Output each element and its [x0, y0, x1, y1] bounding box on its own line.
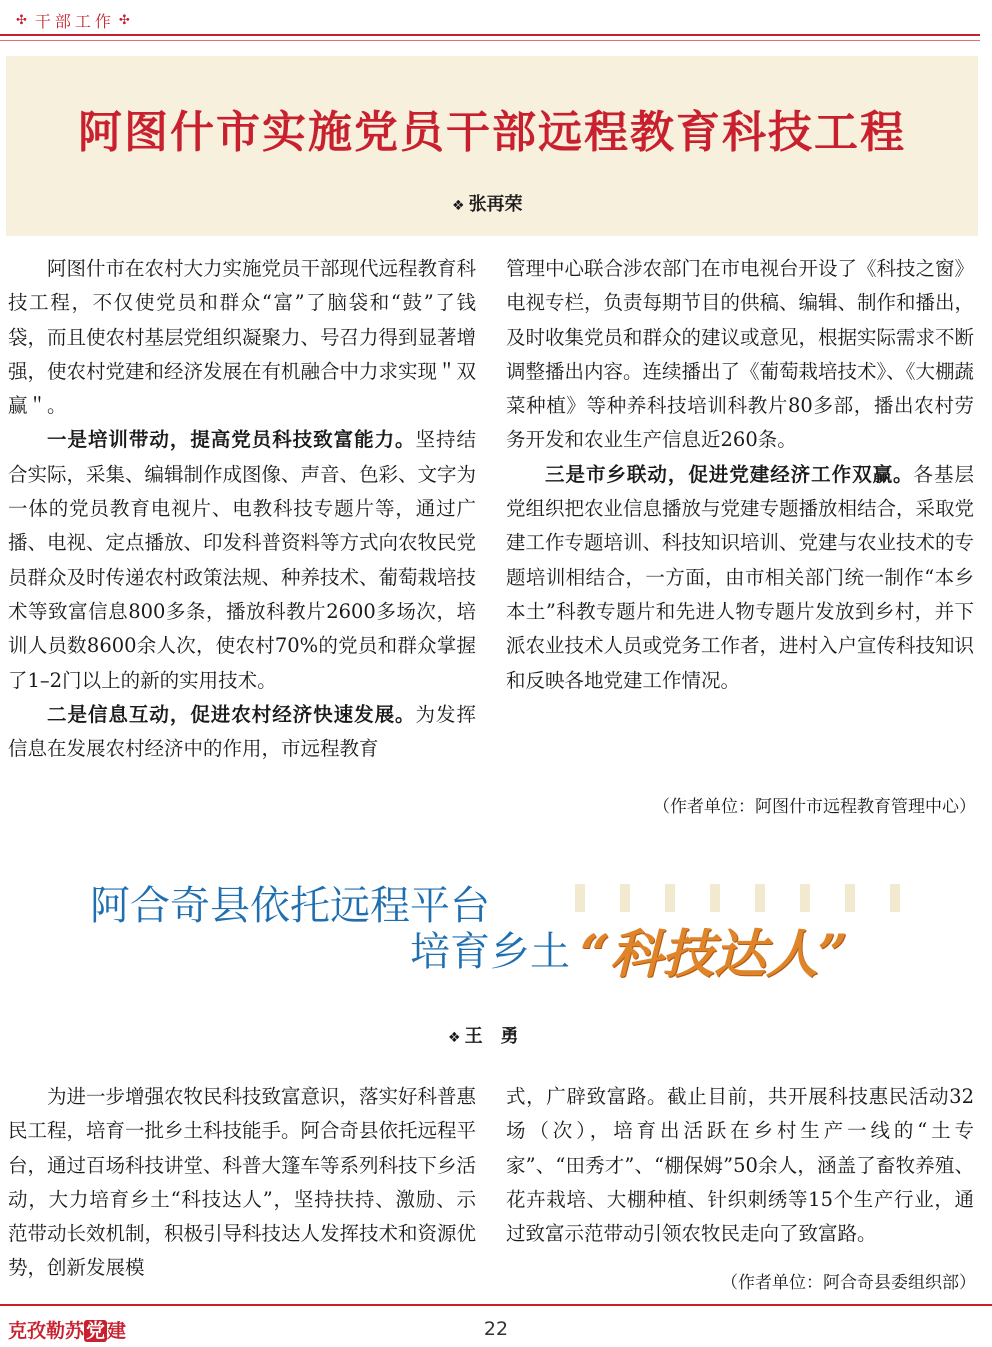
- paragraph-lead: 三是市乡联动，促进党建经济工作双赢。: [545, 462, 914, 486]
- article2-column-left: [8, 1080, 476, 1286]
- diamond-ornament-icon: ✣: [16, 12, 31, 28]
- page-number: 22: [483, 1318, 509, 1340]
- decor-bar: [800, 884, 810, 912]
- paragraph: 二是信息互动，促进农村经济快速发展。为发挥信息在发展农村经济中的作用，市远程教育: [8, 702, 476, 761]
- decor-bar: [845, 884, 855, 912]
- article1-author: 张再荣: [468, 194, 523, 215]
- decor-bar: [890, 884, 900, 912]
- decor-bar: [710, 884, 720, 912]
- paragraph: 为进一步增强农牧民科技致富意识，落实好科普惠民工程，培育一批乡土科技能手。阿合奇县依托远程平台，通过百场科技讲堂、科普大篷车等系列科技下乡活动，大力培育乡土“科技达人”，坚持扶持、激励、示范带动长效机制，积极引导科技达人发挥技术和资源优势，创新发展模: [8, 1085, 477, 1280]
- paragraph: 管理中心联合涉农部门在市电视台开设了《科技之窗》电视专栏，负责每期节目的供稿、编辑、制作和播出，及时收集党员和群众的建议或意见，根据实际需求不断调整播出内容。连续播出了《葡萄栽培技术》、《大棚蔬菜种植》等种养科技培训科教片80多部，播出农村劳务开发和农业生产信息近260条。: [506, 257, 975, 452]
- paragraph-lead: 一是培训带动，提高党员科技致富能力。: [47, 428, 416, 452]
- paragraph: 式，广辟致富路。截止目前，共开展科技惠民活动32场（次），培育出活跃在乡村生产一线的“土专家”、“田秀才”、“棚保姆”50余人，涵盖了畜牧养殖、花卉栽培、大棚种植、针织刺绣等15个生产行业，通过致富示范带动引领农牧民走向了致富路。: [506, 1085, 974, 1246]
- diamond-bullet-icon: ❖: [452, 198, 465, 214]
- article2-byline: [448, 1022, 519, 1048]
- article1-column-right: [506, 252, 974, 698]
- header-rule-thin: [0, 40, 980, 41]
- footer-brand: 克孜勒苏 党 建: [8, 1320, 127, 1342]
- diamond-ornament-icon: ✣: [118, 12, 134, 28]
- article2-column-right: [506, 1080, 974, 1251]
- decor-bar: [620, 884, 630, 912]
- article2-affiliation: （作者单位：阿合奇县委组织部）: [721, 1273, 976, 1293]
- paragraph: 一是培训带动，提高党员科技致富能力。坚持结合实际，采集、编辑制作成图像、声音、色彩、文字为一体的党员教育电视片、电教科技专题片等，通过广播、电视、定点播放、印发科普资料等方式向农牧民党员群众及时传递农村政策法规、种养技术、葡萄栽培技术等致富信息800多条，播放科教片2600多场次，培训人员数8600余人次，使农村70%的党员和群众掌握了1–2门以上的新的实用技术。: [8, 428, 477, 692]
- header-rule: [0, 34, 980, 36]
- article1-affiliation: （作者单位：阿图什市远程教育管理中心）: [653, 797, 976, 817]
- article2-author: 王 勇: [464, 1026, 519, 1047]
- decor-bar: [575, 884, 585, 912]
- article2-title-highlight: “科技达人”: [580, 924, 848, 985]
- diamond-bullet-icon: ❖: [448, 1030, 461, 1046]
- footer-rule: [0, 1304, 992, 1306]
- decor-bar: [665, 884, 675, 912]
- article2-title-line2: 培育乡土: [410, 929, 570, 975]
- paragraph: 三是市乡联动，促进党建经济工作双赢。各基层党组织把农业信息播放与党建专题播放相结合，采取党建工作专题培训、科技知识培训、党建与农业技术的专题培训相结合，一方面，由市相关部门统一制作“本乡本土”科教专题片和先进人物专题片发放到乡村，并下派农业技术人员或党务工作者，进村入户宣传科技知识和反映各地党建工作情况。: [506, 462, 975, 692]
- article1-byline: [452, 190, 523, 216]
- section-header: [12, 6, 138, 34]
- article1-column-left: [8, 252, 476, 766]
- decor-bar: [755, 884, 765, 912]
- article2-title-line1: 阿合奇县依托远程平台: [90, 883, 490, 929]
- article1-title: 阿图什市实施党员干部远程教育科技工程: [78, 107, 906, 158]
- paragraph-lead: 二是信息互动，促进农村经济快速发展。: [47, 702, 416, 726]
- section-label: 干部工作: [34, 11, 115, 31]
- paragraph: 阿图什市在农村大力实施党员干部现代远程教育科技工程，不仅使党员和群众“富”了脑袋和“鼓”了钱袋，而且使农村基层党组织凝聚力、号召力得到显著增强，使农村党建和经济发展在有机融合中力求实现＂双赢＂。: [8, 257, 477, 418]
